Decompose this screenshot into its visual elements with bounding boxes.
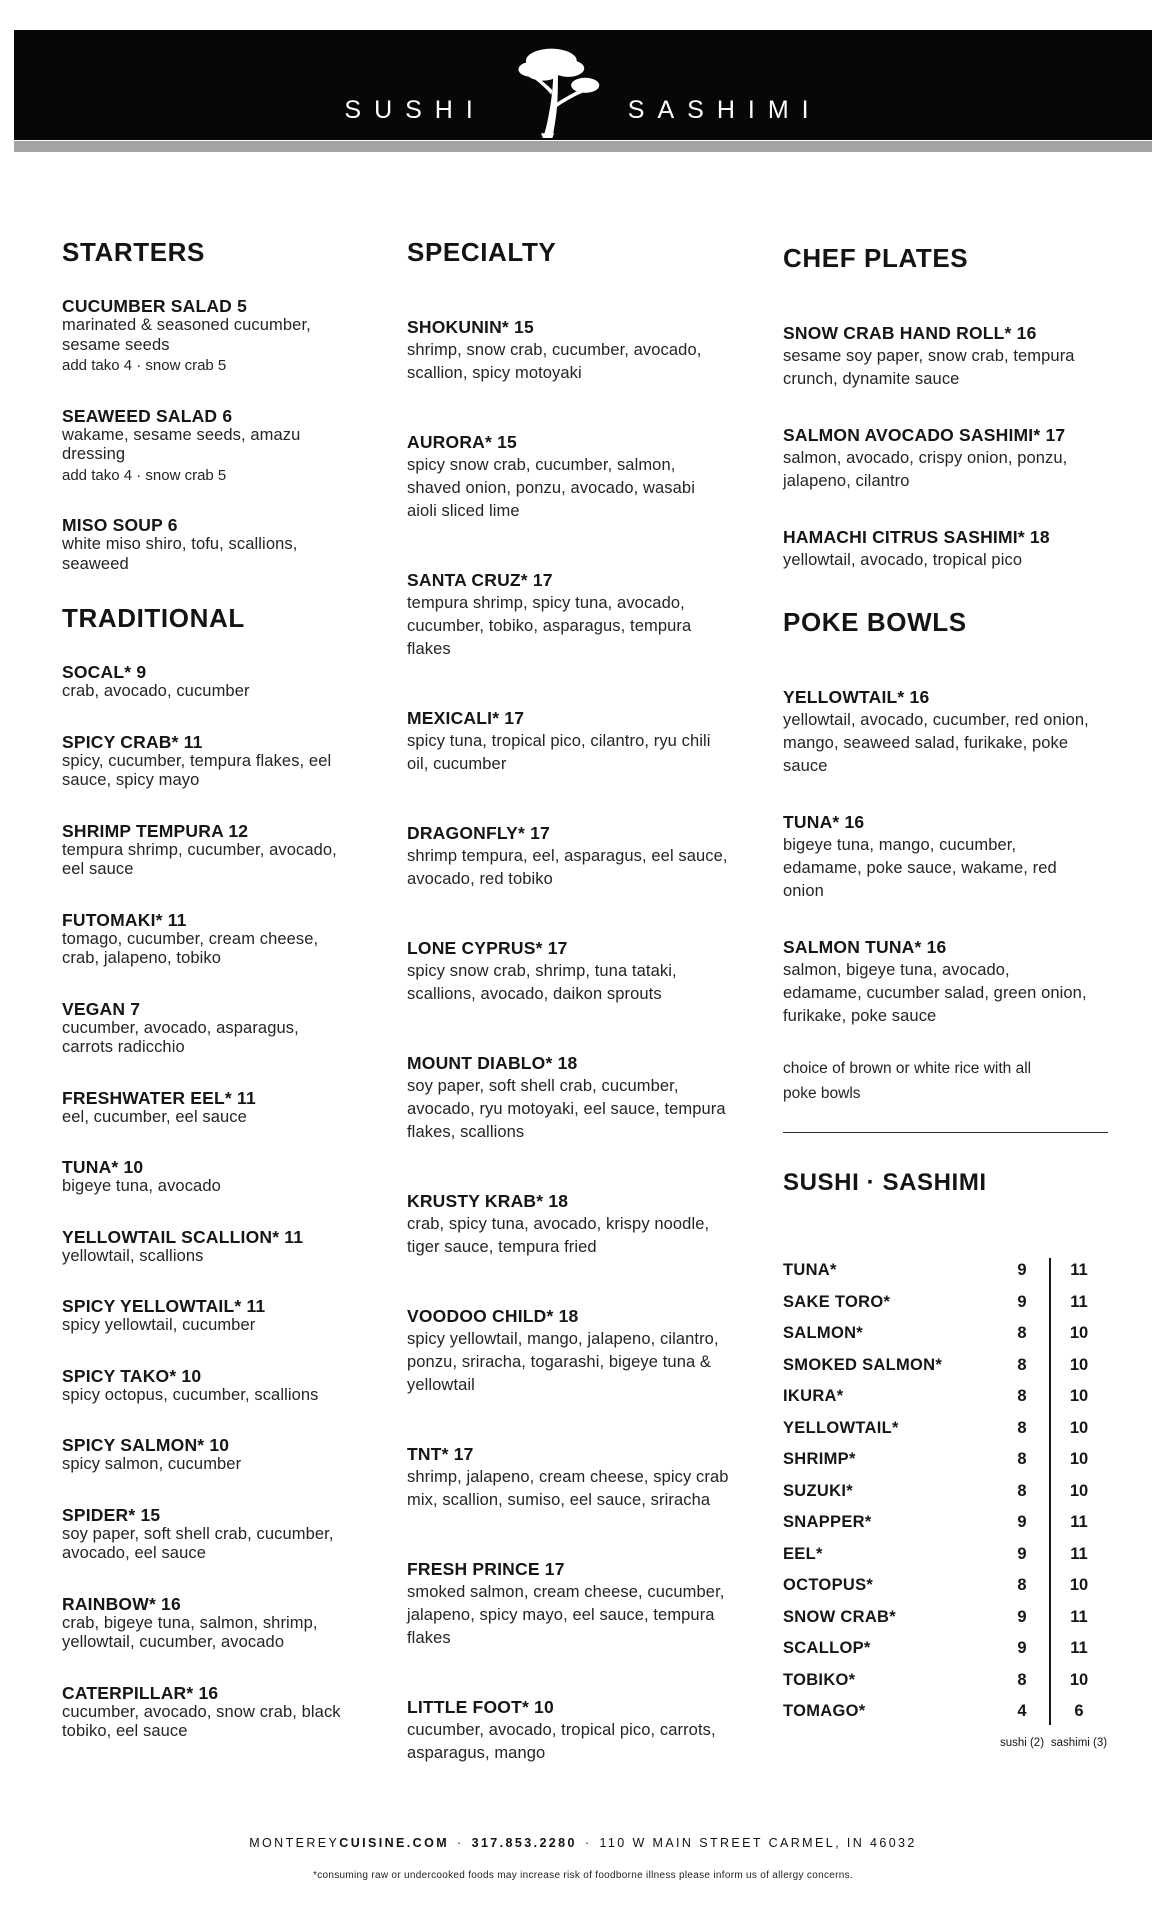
sashimi-price: 11: [1070, 1607, 1088, 1626]
item-title-line: [62, 1594, 350, 1614]
item-desc: bigeye tuna, avocado: [62, 1177, 221, 1195]
menu-item: [62, 515, 350, 574]
item-name: MOUNT DIABLO*: [407, 1053, 553, 1073]
price-row-name: SNOW CRAB*: [783, 1607, 896, 1626]
item-price: 7: [130, 998, 141, 1019]
item-desc: cucumber, avocado, asparagus, carrots radicchio: [62, 1018, 299, 1056]
item-name: MISO SOUP: [62, 515, 163, 535]
sushi-price: 8: [1017, 1450, 1027, 1469]
item-name: SALMON TUNA*: [783, 937, 922, 957]
price-row: [783, 1570, 1108, 1602]
item-desc: crab, bigeye tuna, salmon, shrimp, yellowtail, cucumber, avocado: [62, 1613, 318, 1651]
menu-item: [407, 1305, 729, 1397]
price-row: [783, 1318, 1108, 1350]
sushi-price: 8: [1017, 1418, 1027, 1437]
item-title-line: [62, 1088, 350, 1108]
price-row-name: TOMAGO*: [783, 1702, 866, 1721]
item-name: MEXICALI*: [407, 708, 500, 728]
item-desc: soy paper, soft shell crab, cucumber, avocado, eel sauce: [62, 1524, 334, 1562]
item-title-line: [407, 1052, 729, 1075]
item-name: RAINBOW*: [62, 1593, 156, 1614]
menu-item: [407, 1190, 729, 1259]
menu-item: [62, 1505, 350, 1564]
item-desc: salmon, avocado, crispy onion, ponzu, jalapeno, cilantro: [783, 449, 1068, 490]
price-captions: [783, 1737, 1108, 1749]
item-price: 16: [198, 1682, 219, 1703]
item-desc: cucumber, avocado, tropical pico, carrots, asparagus, mango: [407, 1721, 716, 1762]
item-title-line: [407, 1190, 729, 1213]
item-price: 5: [237, 296, 248, 316]
item-price: 12: [228, 820, 249, 841]
item-desc: wakame, sesame seeds, amazu dressing: [62, 425, 301, 463]
item-price: 11: [284, 1226, 304, 1247]
sashimi-price: 11: [1070, 1261, 1088, 1280]
price-row: [783, 1602, 1108, 1634]
item-desc: white miso shiro, tofu, scallions, seaweed: [62, 535, 298, 573]
item-price: 16: [1016, 323, 1037, 343]
menu-item: [783, 686, 1108, 778]
menu-item: [407, 431, 729, 523]
item-name: AURORA*: [407, 432, 493, 452]
item-desc: eel, cucumber, eel sauce: [62, 1107, 247, 1126]
price-row: [783, 1476, 1108, 1508]
item-name: YELLOWTAIL SCALLION*: [62, 1226, 280, 1247]
menu-item: [62, 1227, 350, 1267]
menu-item: [62, 910, 350, 969]
item-title-line: [407, 1696, 729, 1719]
item-name: YELLOWTAIL*: [783, 687, 905, 707]
menu-section: [62, 604, 350, 1742]
sashimi-price: 11: [1070, 1292, 1088, 1311]
footer-contact: [0, 1836, 1166, 1850]
price-row-name: SHRIMP*: [783, 1450, 856, 1469]
sashimi-price: 10: [1069, 1576, 1089, 1595]
item-name: SHRIMP TEMPURA: [62, 820, 224, 841]
item-price: 17: [532, 570, 553, 590]
item-desc: marinated & seasoned cucumber, sesame seeds: [62, 316, 311, 354]
price-row: [783, 1507, 1108, 1539]
item-name: HAMACHI CITRUS SASHIMI*: [783, 527, 1025, 547]
item-title-line: [407, 1443, 729, 1466]
item-note: add tako 4 · snow crab 5: [62, 357, 227, 374]
menu-item: [62, 662, 350, 702]
item-title-line: [62, 515, 350, 535]
item-desc: tempura shrimp, cucumber, avocado, eel sauce: [62, 840, 337, 878]
item-price: 10: [534, 1697, 554, 1717]
item-title-line: [783, 424, 1108, 447]
footer-disclaimer: *consuming raw or undercooked foods may increase risk of foodborne illness please inform us of allergy concerns.: [313, 1870, 853, 1881]
item-desc: shrimp, jalapeno, cream cheese, spicy crab mix, scallion, sumiso, eel sauce, sriracha: [407, 1468, 729, 1509]
item-title-line: [62, 1366, 350, 1386]
item-desc: smoked salmon, cream cheese, cucumber, jalapeno, spicy mayo, eel sauce, tempura flakes: [407, 1583, 725, 1647]
footer-site-regular: MONTEREY: [249, 1836, 340, 1850]
menu-item: [62, 406, 350, 486]
menu-item: [62, 1157, 350, 1197]
caption-spacer: [783, 1737, 994, 1749]
section-footnote: choice of brown or white rice with all poke bowls: [783, 1060, 1032, 1102]
item-title-line: [783, 686, 1108, 709]
item-desc: yellowtail, scallions: [62, 1246, 204, 1265]
menu-item: [407, 1443, 729, 1512]
menu-item: [62, 732, 350, 791]
price-row: [783, 1381, 1108, 1413]
menu-item: [62, 999, 350, 1058]
item-title-line: [62, 999, 350, 1019]
menu-item: [783, 811, 1108, 903]
sushi-price: 9: [1017, 1513, 1027, 1532]
sushi-price: 4: [1017, 1702, 1027, 1721]
sushi-price: 8: [1017, 1576, 1027, 1595]
item-desc: salmon, bigeye tuna, avocado, edamame, cucumber salad, green onion, furikake, poke sauce: [783, 961, 1087, 1025]
item-title-line: [783, 526, 1108, 549]
item-desc: tempura shrimp, spicy tuna, avocado, cucumber, tobiko, asparagus, tempura flakes: [407, 594, 692, 658]
item-name: DRAGONFLY*: [407, 823, 526, 843]
item-price: 17: [1045, 425, 1066, 445]
item-note: add tako 4 · snow crab 5: [62, 466, 227, 484]
price-row: [783, 1539, 1108, 1571]
price-row-name: TOBIKO*: [783, 1670, 856, 1689]
sushi-price: 8: [1017, 1387, 1027, 1406]
item-name: TNT*: [407, 1444, 449, 1464]
item-title-line: [62, 1683, 350, 1703]
price-row: [783, 1255, 1108, 1287]
menu-item: [407, 822, 729, 891]
item-title-line: [62, 1296, 350, 1316]
section-title: SPECIALTY: [407, 237, 557, 267]
item-price: 16: [161, 1593, 181, 1614]
item-title-line: [62, 662, 350, 682]
price-row-name: SUZUKI*: [783, 1481, 853, 1500]
sashimi-price: 10: [1069, 1324, 1089, 1343]
item-price: 17: [544, 1559, 565, 1579]
item-name: LONE CYPRUS*: [407, 938, 543, 958]
section-title: STARTERS: [62, 237, 205, 267]
item-price: 16: [909, 687, 930, 707]
price-row: [783, 1696, 1108, 1728]
brand-text-right: SASHIMI: [627, 96, 822, 124]
menu-item: [62, 1366, 350, 1406]
item-title-line: [62, 910, 350, 930]
item-name: SEAWEED SALAD: [62, 405, 218, 426]
item-title-line: [407, 822, 729, 845]
item-name: SPICY YELLOWTAIL*: [62, 1296, 242, 1316]
item-title-line: [62, 1505, 350, 1525]
item-desc: sesame soy paper, snow crab, tempura crunch, dynamite sauce: [783, 347, 1075, 388]
item-price: 11: [167, 909, 187, 930]
item-title-line: [783, 322, 1108, 345]
item-price: 16: [926, 937, 947, 957]
item-name: TUNA*: [783, 812, 840, 832]
footer-site-bold: CUISINE.COM: [339, 1836, 450, 1850]
item-price: 10: [123, 1157, 144, 1177]
item-price: 17: [530, 823, 550, 843]
item-price: 9: [136, 662, 147, 682]
item-desc: crab, spicy tuna, avocado, krispy noodle, tiger sauce, tempura fried: [407, 1215, 710, 1256]
price-rows: [783, 1255, 1108, 1728]
sashimi-price: 11: [1070, 1544, 1088, 1563]
section-title: POKE BOWLS: [783, 607, 967, 637]
price-row-name: SMOKED SALMON*: [783, 1355, 943, 1374]
item-title-line: [407, 1558, 729, 1581]
column-right: [783, 244, 1108, 1749]
price-row-name: SCALLOP*: [783, 1639, 871, 1658]
sashimi-price: 11: [1070, 1639, 1088, 1658]
menu-section: [407, 238, 729, 1765]
item-price: 18: [558, 1306, 579, 1326]
sushi-price: 8: [1017, 1324, 1027, 1343]
menu-item: [407, 937, 729, 1006]
price-row-name: SNAPPER*: [783, 1513, 872, 1532]
price-list-title: SUSHI · SASHIMI: [783, 1169, 987, 1196]
menu-item: [407, 316, 729, 385]
item-price: 17: [504, 708, 525, 728]
item-price: 18: [548, 1191, 569, 1211]
menu-item: [407, 569, 729, 661]
item-price: 16: [844, 812, 865, 832]
item-desc: shrimp tempura, eel, asparagus, eel sauce, avocado, red tobiko: [407, 847, 728, 888]
item-name: SOCAL*: [62, 662, 132, 682]
menu-item: [62, 821, 350, 880]
item-title-line: [62, 1157, 350, 1177]
item-desc: cucumber, avocado, snow crab, black tobiko, eel sauce: [62, 1702, 341, 1740]
footer-phone: 317.853.2280: [471, 1836, 577, 1850]
item-price: 6: [222, 405, 233, 426]
price-row: [783, 1413, 1108, 1445]
menu-item: [783, 322, 1108, 391]
item-title-line: [62, 1435, 350, 1455]
item-price: 11: [246, 1296, 266, 1316]
item-price: 18: [1029, 527, 1050, 547]
item-name: VOODOO CHILD*: [407, 1306, 554, 1326]
item-desc: spicy yellowtail, cucumber: [62, 1316, 256, 1334]
price-row: [783, 1444, 1108, 1476]
item-title-line: [62, 732, 350, 752]
price-column-divider: [1049, 1258, 1051, 1725]
item-title-line: [407, 569, 729, 592]
item-desc: spicy tuna, tropical pico, cilantro, ryu chili oil, cucumber: [407, 732, 711, 773]
sushi-price: 9: [1017, 1261, 1027, 1280]
section-title: CHEF PLATES: [783, 243, 969, 273]
item-name: VEGAN: [62, 998, 126, 1019]
caption-sashimi: sashimi (3): [1050, 1736, 1108, 1749]
item-price: 17: [547, 938, 568, 958]
price-row-name: SALMON*: [783, 1324, 864, 1343]
price-row: [783, 1350, 1108, 1382]
menu-item: [407, 1052, 729, 1144]
divider-line: [783, 1132, 1108, 1133]
menu-section: [783, 244, 1108, 572]
sushi-price: 8: [1017, 1670, 1027, 1689]
menu-item: [407, 1558, 729, 1650]
item-desc: spicy snow crab, cucumber, salmon, shaved onion, ponzu, avocado, wasabi aioli sliced lime: [407, 456, 695, 520]
item-desc: soy paper, soft shell crab, cucumber, avocado, ryu motoyaki, eel sauce, tempura flakes, scallions: [407, 1077, 726, 1141]
item-price: 15: [514, 317, 534, 337]
item-price: 15: [497, 432, 517, 452]
sashimi-price: 10: [1069, 1481, 1089, 1500]
item-name: SHOKUNIN*: [407, 317, 509, 337]
sashimi-price: 10: [1069, 1450, 1089, 1469]
item-name: SNOW CRAB HAND ROLL*: [783, 323, 1012, 343]
item-price: 6: [167, 515, 178, 535]
item-price: 11: [236, 1087, 256, 1108]
item-name: CUCUMBER SALAD: [62, 296, 233, 316]
price-row: [783, 1665, 1108, 1697]
item-desc: spicy octopus, cucumber, scallions: [62, 1385, 319, 1404]
item-desc: bigeye tuna, mango, cucumber, edamame, poke sauce, wakame, red onion: [783, 836, 1057, 900]
item-price: 10: [209, 1435, 230, 1455]
item-title-line: [407, 316, 729, 339]
item-price: 11: [183, 731, 203, 752]
menu-item: [62, 1683, 350, 1742]
price-row: [783, 1633, 1108, 1665]
header-banner: [14, 30, 1152, 140]
item-name: LITTLE FOOT*: [407, 1697, 529, 1717]
sushi-price: 9: [1017, 1639, 1027, 1658]
item-title-line: [62, 821, 350, 841]
brand-text-left: SUSHI: [344, 96, 486, 124]
sushi-price: 9: [1017, 1544, 1027, 1563]
price-row-name: OCTOPUS*: [783, 1576, 874, 1595]
sushi-price: 8: [1017, 1355, 1027, 1374]
menu-item: [62, 1088, 350, 1128]
item-name: TUNA*: [62, 1157, 119, 1177]
sashimi-price: 6: [1074, 1702, 1084, 1721]
item-name: SPICY SALMON*: [62, 1435, 205, 1455]
item-title-line: [407, 1305, 729, 1328]
item-title-line: [783, 936, 1108, 959]
item-desc: spicy snow crab, shrimp, tuna tataki, scallions, avocado, daikon sprouts: [407, 962, 677, 1003]
sushi-price: 8: [1017, 1481, 1027, 1500]
item-title-line: [783, 811, 1108, 834]
item-desc: spicy yellowtail, mango, jalapeno, cilantro, ponzu, sriracha, togarashi, bigeye tuna & yellowtail: [407, 1330, 719, 1394]
sashimi-price: 10: [1069, 1387, 1089, 1406]
menu-section: [62, 238, 350, 574]
sushi-sashimi-price-list: [783, 1132, 1108, 1749]
menu-item: [62, 1435, 350, 1475]
menu-item: [783, 424, 1108, 493]
sashimi-price: 10: [1069, 1355, 1089, 1374]
price-row-name: TUNA*: [783, 1261, 837, 1280]
item-name: SPICY TAKO*: [62, 1365, 177, 1386]
item-name: CATERPILLAR*: [62, 1682, 194, 1703]
item-title-line: [407, 707, 729, 730]
item-name: SPIDER*: [62, 1504, 136, 1525]
price-row: [783, 1287, 1108, 1319]
column-left: [62, 238, 350, 1772]
footer-address: 110 W MAIN STREET CARMEL, IN 46032: [599, 1836, 917, 1850]
item-desc: spicy salmon, cucumber: [62, 1455, 242, 1473]
menu-section: [783, 608, 1108, 1106]
item-title-line: [62, 296, 350, 316]
section-title: TRADITIONAL: [62, 603, 245, 633]
item-name: FRESHWATER EEL*: [62, 1087, 232, 1108]
item-desc: yellowtail, avocado, cucumber, red onion, mango, seaweed salad, furikake, poke sauce: [783, 711, 1089, 775]
menu-item: [62, 1296, 350, 1336]
item-price: 18: [557, 1053, 578, 1073]
cypress-tree-icon: [510, 40, 604, 140]
item-price: 15: [140, 1504, 161, 1525]
item-title-line: [407, 431, 729, 454]
banner-underline: [14, 141, 1152, 152]
item-name: SANTA CRUZ*: [407, 570, 528, 590]
sushi-price: 9: [1017, 1607, 1027, 1626]
item-title-line: [62, 406, 350, 426]
item-desc: crab, avocado, cucumber: [62, 682, 250, 700]
item-name: FUTOMAKI*: [62, 909, 163, 930]
price-row-name: YELLOWTAIL*: [783, 1418, 899, 1437]
price-row-name: IKURA*: [783, 1387, 844, 1406]
sushi-price: 9: [1017, 1292, 1027, 1311]
menu-item: [783, 526, 1108, 572]
item-desc: shrimp, snow crab, cucumber, avocado, scallion, spicy motoyaki: [407, 341, 702, 382]
item-name: SALMON AVOCADO SASHIMI*: [783, 425, 1041, 445]
item-title-line: [62, 1227, 350, 1247]
item-desc: yellowtail, avocado, tropical pico: [783, 551, 1023, 569]
menu-item: [783, 936, 1108, 1028]
item-desc: tomago, cucumber, cream cheese, crab, jalapeno, tobiko: [62, 929, 319, 967]
item-name: SPICY CRAB*: [62, 731, 179, 752]
menu-item: [407, 1696, 729, 1765]
price-row-name: SAKE TORO*: [783, 1292, 891, 1311]
item-desc: spicy, cucumber, tempura flakes, eel sauce, spicy mayo: [62, 751, 332, 789]
footer-separator-1: ·: [457, 1836, 464, 1850]
item-price: 17: [453, 1444, 474, 1464]
sashimi-price: 10: [1069, 1418, 1089, 1437]
sashimi-price: 10: [1069, 1670, 1089, 1689]
item-price: 10: [181, 1365, 202, 1386]
menu-item: [62, 1594, 350, 1653]
price-row-name: EEL*: [783, 1544, 823, 1563]
column-middle: [407, 238, 729, 1811]
item-name: FRESH PRINCE: [407, 1559, 540, 1579]
menu-item: [62, 296, 350, 376]
footer-separator-2: ·: [584, 1836, 592, 1850]
item-name: KRUSTY KRAB*: [407, 1191, 544, 1211]
caption-sushi: sushi (2): [999, 1736, 1045, 1749]
menu-item: [407, 707, 729, 776]
item-title-line: [407, 937, 729, 960]
sashimi-price: 11: [1070, 1513, 1088, 1532]
